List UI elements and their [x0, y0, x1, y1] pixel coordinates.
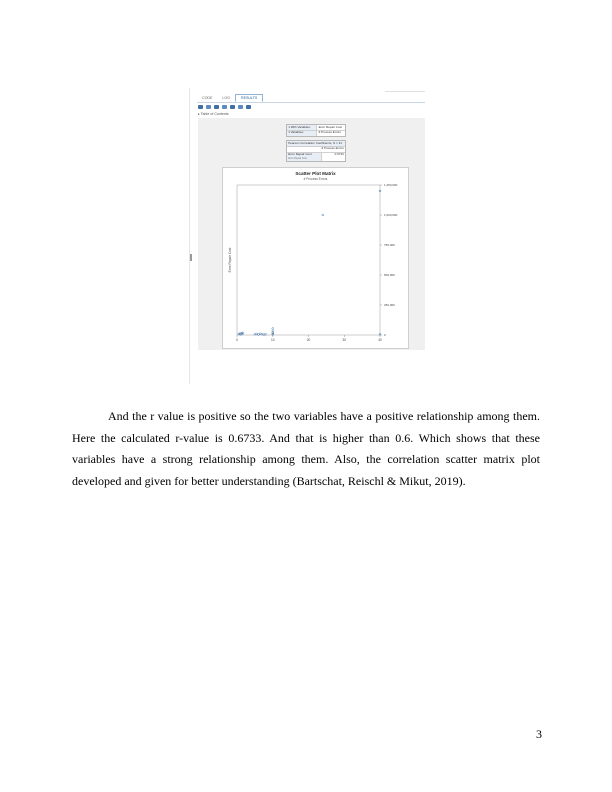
row-sublabel: Error Repair Cost — [288, 156, 307, 160]
results-toolbar — [198, 105, 251, 109]
sas-results-screenshot — [189, 88, 425, 384]
x-tick-label: 10 — [270, 338, 275, 342]
data-point — [256, 333, 258, 335]
data-point — [263, 334, 265, 336]
plot-subtitle: # Process Errors — [303, 177, 328, 181]
x-tick-label: 30 — [342, 338, 347, 342]
table-cell: 1 Variables: — [287, 131, 316, 136]
x-tick-label: 0 — [236, 338, 238, 342]
page-number: 3 — [536, 727, 542, 741]
x-tick-label: 40 — [378, 338, 382, 342]
tab-bar — [197, 94, 263, 102]
html-export-icon[interactable] — [198, 105, 203, 109]
y-tick-label: 250,000 — [384, 303, 395, 307]
y-axis-label: Error Repair Cost — [228, 247, 232, 273]
correlation-value: 0.6733 — [321, 153, 345, 161]
splitter-handle[interactable] — [190, 254, 192, 261]
correlation-table — [286, 140, 346, 162]
tab-log[interactable]: LOG — [222, 96, 230, 100]
y-tick-label: 750,000 — [384, 243, 395, 247]
row-label-text: Error Repair Cost — [288, 152, 312, 157]
data-point — [322, 214, 324, 216]
table-row — [287, 153, 345, 161]
plot-title: Scatter Plot Matrix — [295, 171, 336, 176]
data-point — [272, 330, 274, 332]
expand-icon[interactable] — [238, 105, 243, 109]
variables-table — [286, 124, 346, 137]
data-point — [259, 333, 261, 335]
table-cell: 1 With Variables: — [287, 125, 316, 130]
tab-results[interactable]: RESULTS — [235, 94, 263, 102]
scatter-plot-panel — [222, 167, 409, 349]
column-header: # Process Errors — [321, 146, 344, 151]
y-tick-label: 1,250,000 — [384, 183, 398, 187]
pdf-export-icon[interactable] — [206, 105, 211, 109]
y-tick-label: 0 — [384, 333, 386, 337]
tab-code[interactable]: CODE — [202, 96, 213, 100]
tab-divider — [197, 102, 425, 103]
row-label — [287, 153, 321, 161]
x-tick-label: 20 — [306, 338, 311, 342]
y-tick-label: 1,000,000 — [384, 213, 398, 217]
scatter-plot — [223, 168, 408, 348]
rtf-export-icon[interactable] — [214, 105, 219, 109]
plot-frame — [237, 185, 380, 335]
table-of-contents-link[interactable] — [198, 112, 229, 116]
correlation-title: Pearson Correlation Coefficients, N = 41 — [287, 141, 345, 146]
caret-icon: ▸ — [198, 112, 201, 116]
screenshot-top-border — [385, 91, 425, 92]
table-row — [287, 131, 345, 136]
paragraph-text: And the r value is positive so the two variables have a positive relationship among them. Here the calculated r-value is 0.6733. And that is higher than 0.6. Which shows that these variables have a strong relationship among them. Also, the correlation scatter matrix plot developed and given for better understanding (Bartschat, Reischl & Mikut, 2019). — [72, 409, 540, 488]
table-cell: # Process Errors — [316, 131, 342, 136]
data-point — [272, 328, 274, 330]
print-icon[interactable] — [246, 105, 251, 109]
toc-label: Table of Contents — [200, 112, 229, 116]
body-paragraph — [72, 406, 540, 492]
download-icon[interactable] — [222, 105, 227, 109]
screenshot-left-border — [189, 88, 190, 384]
person-icon[interactable] — [230, 105, 235, 109]
y-tick-label: 500,000 — [384, 273, 395, 277]
table-cell: Error Repair Cost — [316, 125, 343, 130]
